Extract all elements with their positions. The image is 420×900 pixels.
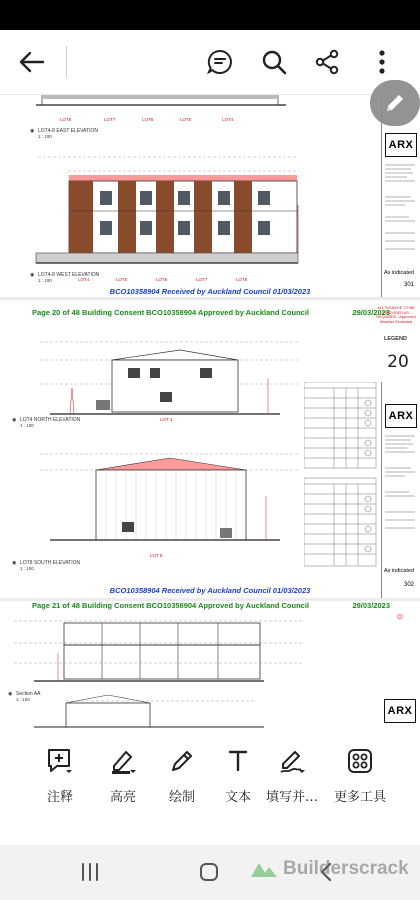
home-icon bbox=[198, 861, 220, 883]
lot-label: LOT6 bbox=[156, 277, 168, 282]
view-marker: ◉ bbox=[12, 417, 17, 423]
legend-title: LEGEND bbox=[384, 336, 407, 342]
page-header: Page 20 of 48 Building Consent BCO10358904 Approved by Auckland Council bbox=[32, 308, 310, 317]
tool-label: 填写并… bbox=[265, 790, 318, 805]
elevation-title: LOT4 NORTH ELEVATION bbox=[20, 417, 81, 423]
view-marker: ◉ bbox=[30, 272, 35, 278]
page-date: 29/03/2023 bbox=[352, 601, 390, 610]
more-vertical-icon[interactable] bbox=[366, 46, 398, 78]
tool-text[interactable] bbox=[210, 746, 266, 805]
watermark bbox=[249, 858, 409, 880]
arx-logo: ARX bbox=[384, 699, 416, 723]
lot-label: LOT4 bbox=[222, 117, 234, 122]
watermark-logo-icon bbox=[249, 859, 279, 879]
tool-draw[interactable] bbox=[154, 746, 210, 805]
title-block bbox=[381, 382, 420, 598]
lot-label: LOT7 bbox=[196, 277, 208, 282]
tool-more[interactable] bbox=[332, 746, 388, 805]
elevation-scale: 1 : 100 bbox=[20, 566, 34, 571]
comment-list-icon[interactable] bbox=[204, 46, 236, 78]
received-stamp: BCO10358904 Received by Auckland Council 01/03/2023 bbox=[109, 287, 311, 296]
approval-seal-icon: ❁ bbox=[396, 613, 404, 623]
status-bar bbox=[0, 0, 420, 30]
top-app-bar bbox=[0, 30, 420, 95]
sheet-scale: As indicated bbox=[384, 270, 414, 276]
home-button[interactable] bbox=[198, 861, 220, 887]
elevation-title: LOT4-8 EAST ELEVATION bbox=[38, 128, 99, 134]
elevation-scale: 1 : 100 bbox=[38, 134, 52, 139]
north-elevation-drawing bbox=[10, 328, 310, 428]
more-tools-icon bbox=[345, 746, 375, 776]
title-block-text-lines bbox=[385, 161, 417, 261]
title-block-text-lines bbox=[385, 432, 417, 552]
sheet-number: 301 bbox=[404, 282, 415, 288]
bottom-toolbar bbox=[0, 730, 420, 845]
approval-stamp: ALL SIGNAGE TO BE PROVIDED AS REQUIRED / Approved Weather Restricted bbox=[376, 306, 416, 324]
tool-fill-sign[interactable] bbox=[264, 746, 320, 805]
tool-label: 注释 bbox=[46, 790, 73, 805]
tool-annotate[interactable] bbox=[32, 746, 88, 805]
back-arrow-icon[interactable] bbox=[16, 46, 48, 78]
section-title: Section AA bbox=[16, 691, 41, 697]
elevation-scale: 1 : 100 bbox=[20, 423, 34, 428]
tool-label: 文本 bbox=[224, 790, 251, 805]
highlight-icon bbox=[108, 746, 138, 776]
pdf-page-21 bbox=[0, 601, 420, 730]
lot-label: LOT5 bbox=[180, 117, 192, 122]
edit-fab-button[interactable] bbox=[370, 80, 420, 126]
lot-label: LOT4 bbox=[78, 277, 90, 282]
elevation-title: LOT8 SOUTH ELEVATION bbox=[20, 560, 81, 566]
east-elevation-drawing bbox=[28, 145, 308, 275]
view-marker: ◉ bbox=[8, 691, 13, 697]
section-scale: 1 : 100 bbox=[16, 697, 30, 702]
elevation-scale: 1 : 100 bbox=[38, 278, 52, 283]
sheet-number: 302 bbox=[404, 582, 415, 588]
sheet-scale: As indicated bbox=[384, 568, 414, 574]
lot-label: LOT 8 bbox=[150, 553, 163, 558]
toolbar-divider bbox=[66, 46, 67, 78]
fill-sign-icon bbox=[277, 746, 307, 776]
share-icon[interactable] bbox=[311, 46, 343, 78]
pdf-page-19 bbox=[0, 95, 420, 297]
lot-label: LOT8 bbox=[60, 117, 72, 122]
search-icon[interactable] bbox=[258, 46, 290, 78]
south-elevation-drawing bbox=[10, 440, 310, 550]
lot-label: LOT5 bbox=[116, 277, 128, 282]
previous-elevation-drawing bbox=[36, 95, 286, 109]
page-header: Page 21 of 48 Building Consent BCO10358904 Approved by Auckland Council bbox=[32, 601, 310, 610]
received-stamp: BCO10358904 Received by Auckland Council 01/03/2023 bbox=[109, 586, 311, 595]
view-marker: ◉ bbox=[12, 560, 17, 566]
material-schedule-tables bbox=[304, 382, 378, 572]
section-aa-drawing bbox=[14, 615, 314, 730]
tool-label: 更多工具 bbox=[333, 790, 386, 805]
view-marker: ◉ bbox=[30, 128, 35, 134]
elevation-title: LOT4-8 WEST ELEVATION bbox=[38, 272, 100, 278]
tool-label: 高亮 bbox=[109, 790, 136, 805]
recents-button[interactable] bbox=[78, 861, 102, 887]
pdf-page-20 bbox=[0, 300, 420, 598]
annotate-icon bbox=[45, 746, 75, 776]
lot-label: LOT6 bbox=[142, 117, 154, 122]
pdf-document-view[interactable] bbox=[0, 95, 420, 730]
recents-icon bbox=[78, 861, 102, 883]
lot-label: LOT8 bbox=[236, 277, 248, 282]
text-icon bbox=[223, 746, 253, 776]
arx-logo: ARX bbox=[385, 133, 417, 157]
page-number-indicator: 20 bbox=[380, 347, 416, 377]
lot-label: LOT7 bbox=[104, 117, 116, 122]
watermark-text: Builderscrack bbox=[283, 858, 409, 879]
pencil-icon bbox=[383, 91, 407, 115]
lot-label: LOT 4 bbox=[160, 417, 173, 422]
arx-logo: ARX bbox=[385, 404, 417, 428]
page-date: 29/03/2023 bbox=[352, 308, 390, 317]
draw-icon bbox=[167, 746, 197, 776]
tool-label: 绘制 bbox=[168, 790, 195, 805]
tool-highlight[interactable] bbox=[95, 746, 151, 805]
